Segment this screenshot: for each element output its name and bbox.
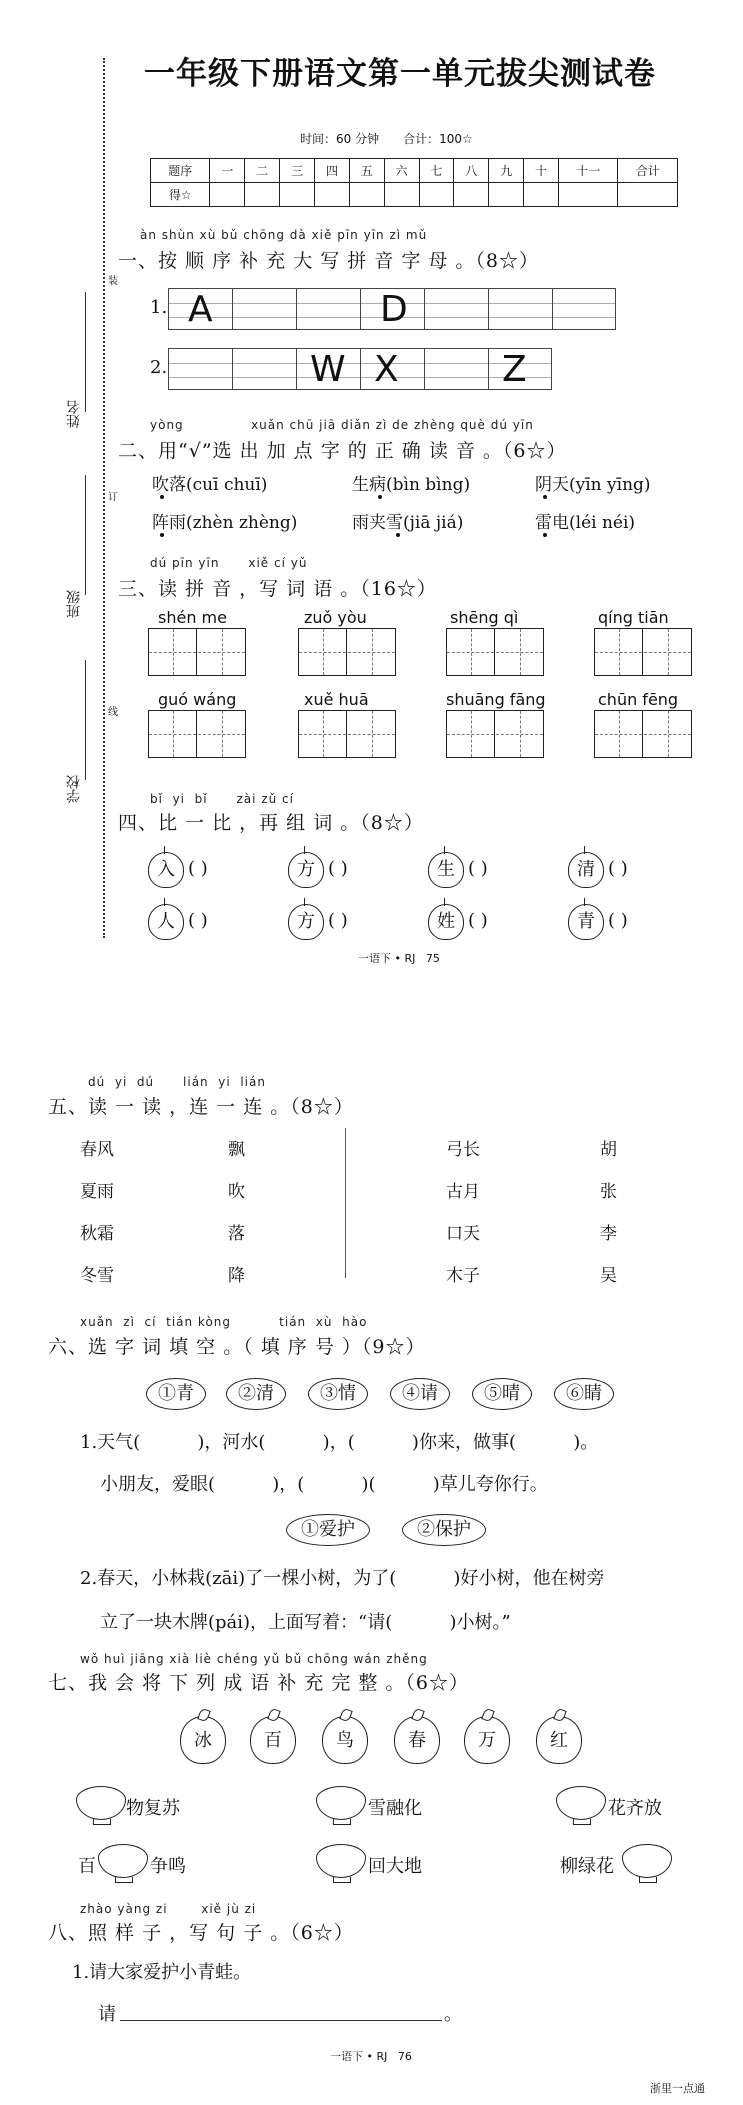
sec6-pinyin: xuǎn zì cí tián kòng tián xù hào [80,1315,368,1329]
sec2-pinyin: yòng xuǎn chū jiā diǎn zì de zhèng què dú yīn [150,418,534,432]
match-item[interactable]: 古月 [446,1182,480,1202]
idiom-6: 柳绿花 [560,1856,614,1877]
score-cell[interactable] [419,183,454,207]
score-cell[interactable] [210,183,245,207]
side-name-label: 姓名 [66,400,82,428]
side-xian-mark: 线 [108,707,118,718]
name-line [85,292,86,412]
write-box[interactable] [148,710,246,758]
answer-blank[interactable]: ( ) [468,858,488,879]
sec8-answer-prefix: 请 [98,2004,116,2025]
match-item[interactable]: 冬雪 [80,1266,114,1286]
option-baohu: ②保护 [402,1514,486,1546]
answer-blank[interactable]: ( ) [608,858,628,879]
write-box[interactable] [446,628,544,676]
sec2-title: 二、用“√”选 出 加 点 字 的 正 确 读 音 。（6☆） [118,440,567,462]
emphasis-dot [396,533,400,537]
class-line [85,475,86,595]
score-header-cell: 九 [489,159,524,183]
score-header-row [151,159,678,183]
write-box[interactable] [594,628,692,676]
sec8-pinyin: zhào yàng zi xiě jù zi [80,1902,257,1916]
sec2-item-2: 生病(bìn bìng) [352,475,471,495]
letter-z: Z [502,349,527,390]
match-item[interactable]: 秋霜 [80,1224,114,1244]
school-line [85,660,86,780]
score-input-row [151,183,678,207]
sec3-title: 三、读 拼 音 ，写 词 语 。（16☆） [118,578,437,600]
sec1-row2-label: 2. [150,357,168,378]
answer-bowl[interactable] [76,1786,126,1820]
write-box[interactable] [594,710,692,758]
score-header-cell: 六 [384,159,419,183]
match-item[interactable]: 夏雨 [80,1182,114,1202]
score-header-cell: 三 [280,159,315,183]
sec2-item-3: 阴天(yīn yīng) [535,475,651,495]
binding-line [103,58,105,938]
letter-w: W [310,349,346,390]
apple-char: 清 [568,852,604,888]
sec3-pinyin-1: shén me [158,608,227,627]
sec3-pinyin-8: chūn fēng [598,690,679,709]
option-4: ④请 [390,1378,450,1410]
sec6-line3[interactable]: 2.春天，小林栽(zāi)了一棵小树，为了( )好小树，他在树旁 [80,1568,605,1589]
score-header-cell: 题序 [151,159,210,183]
apple-char: 人 [148,904,184,940]
sec5-title: 五、读 一 读 ，连 一 连 。（8☆） [48,1096,354,1118]
sec6-line4[interactable]: 立了一块木牌(pái)，上面写着：“请( )小树。” [100,1612,511,1633]
answer-bowl[interactable] [556,1786,606,1820]
score-cell[interactable] [454,183,489,207]
sec4-pinyin: bǐ yi bǐ zài zǔ cí [150,792,294,806]
peach-char: 万 [464,1716,510,1764]
letter-x: X [374,349,399,390]
peach-char: 百 [250,1716,296,1764]
sec5-pinyin: dú yi dú lián yi lián [88,1075,266,1089]
score-table [150,158,678,207]
idiom-3: 花齐放 [608,1798,662,1819]
sec3-pinyin-5: guó wáng [158,690,237,709]
score-header-cell: 八 [454,159,489,183]
sec2-item-5: 雨夹雪(jiā jiá) [352,513,464,533]
score-cell[interactable] [315,183,350,207]
score-header-cell: 合计 [618,159,678,183]
write-box[interactable] [446,710,544,758]
sec2-item-4: 阵雨(zhèn zhèng) [152,513,298,533]
score-cell[interactable] [280,183,315,207]
emphasis-dot [378,495,382,499]
side-ding-mark: 订 [108,492,118,503]
answer-bowl[interactable] [316,1844,366,1878]
exam-meta [300,130,497,147]
option-5: ⑤晴 [472,1378,532,1410]
write-box[interactable] [298,710,396,758]
match-item[interactable]: 飘 [228,1140,245,1160]
sec4-title: 四、比 一 比 ，再 组 词 。（8☆） [118,812,424,834]
side-school-label: 学校 [66,775,82,803]
answer-bowl[interactable] [622,1844,672,1878]
page-footer-75: 一语下 • RJ 75 [358,952,440,965]
sec6-line2[interactable]: 小朋友，爱眼( )，( )( )草儿夸你行。 [100,1474,548,1495]
match-item[interactable]: 吴 [600,1266,617,1286]
answer-bowl[interactable] [316,1786,366,1820]
match-item[interactable]: 张 [600,1182,617,1202]
idiom-2: 雪融化 [368,1798,422,1819]
sec3-pinyin: dú pīn yīn xiě cí yǔ [150,556,308,570]
answer-blank[interactable]: ( ) [188,858,208,879]
apple-char: 姓 [428,904,464,940]
sec1-row1-label: 1. [150,297,168,318]
sec1-row1-grid [168,288,616,330]
answer-bowl[interactable] [98,1844,148,1878]
sec7-pinyin: wǒ huì jiāng xià liè chéng yǔ bǔ chōng wán zhěng [80,1652,428,1666]
sec8-example: 1.请大家爱护小青蛙。 [72,1962,252,1983]
score-header-cell: 四 [315,159,350,183]
sec6-title: 六、选 字 词 填 空 。（ 填 序 号 ）（9☆） [48,1336,426,1358]
option-3: ③情 [308,1378,368,1410]
score-header-cell: 五 [349,159,384,183]
score-cell[interactable] [349,183,384,207]
match-item[interactable]: 口天 [446,1224,480,1244]
sec1-row2-grid [168,348,552,390]
score-header-cell: 十一 [559,159,618,183]
match-item[interactable]: 降 [228,1266,245,1286]
emphasis-dot [160,533,164,537]
option-6: ⑥睛 [554,1378,614,1410]
answer-blank[interactable]: ( ) [328,858,348,879]
divider [345,1128,346,1278]
match-item[interactable]: 落 [228,1224,245,1244]
letter-d: D [380,289,408,330]
sec6-line1[interactable]: 1.天气( )，河水( )，( )你来，做事( )。 [80,1432,599,1453]
sec3-pinyin-4: qíng tiān [598,608,669,627]
score-row-label: 得☆ [151,183,210,207]
answer-blank[interactable]: ( ) [608,910,628,931]
apple-char: 方 [288,904,324,940]
score-cell[interactable] [245,183,280,207]
apple-char: 青 [568,904,604,940]
option-1: ①青 [146,1378,206,1410]
match-item[interactable]: 吹 [228,1182,245,1202]
peach-char: 红 [536,1716,582,1764]
answer-blank[interactable]: ( ) [328,910,348,931]
time-limit: 时间：60 分钟 [300,132,380,146]
sec1-title: 一、按 顺 序 补 充 大 写 拼 音 字 母 。（8☆） [118,250,540,272]
score-cell[interactable] [384,183,419,207]
match-item[interactable]: 春风 [80,1140,114,1160]
answer-blank[interactable]: ( ) [468,910,488,931]
apple-char: 生 [428,852,464,888]
apple-char: 入 [148,852,184,888]
sec3-pinyin-7: shuāng fāng [446,690,546,709]
sec8-title: 八、照 样 子 ，写 句 子 。（6☆） [48,1922,354,1944]
option-aihu: ①爱护 [286,1514,370,1546]
score-cell[interactable] [618,183,678,207]
write-box[interactable] [148,628,246,676]
emphasis-dot [543,533,547,537]
sec1-pinyin: àn shùn xù bǔ chōng dà xiě pīn yīn zì mǔ [140,228,428,242]
sec8-end: 。 [444,2004,462,2025]
score-header-cell: 一 [210,159,245,183]
answer-line[interactable] [120,2020,442,2021]
match-item[interactable]: 胡 [600,1140,617,1160]
sec3-pinyin-2: zuǒ yòu [304,608,367,627]
idiom-1: 物复苏 [126,1798,180,1819]
sec3-pinyin-3: shēng qì [450,608,519,627]
match-item[interactable]: 李 [600,1224,617,1244]
score-header-cell: 七 [419,159,454,183]
side-class-label: 班级 [66,590,82,618]
sec3-pinyin-6: xuě huā [304,690,369,709]
emphasis-dot [543,495,547,499]
total-score: 合计：100☆ [403,132,473,146]
write-box[interactable] [298,628,396,676]
idiom-5: 回大地 [368,1856,422,1877]
idiom-4-prefix: 百 [78,1856,96,1877]
score-header-cell: 十 [524,159,559,183]
score-cell[interactable] [524,183,559,207]
idiom-4-suffix: 争鸣 [150,1856,186,1877]
page-title: 一年级下册语文第一单元拔尖测试卷 [144,56,656,92]
match-item[interactable]: 弓长 [446,1140,480,1160]
emphasis-dot [160,495,164,499]
page-footer-76: 一语下 • RJ 76 [330,2050,412,2063]
score-header-cell: 二 [245,159,280,183]
score-cell[interactable] [559,183,618,207]
sec2-item-1: 吹落(cuī chuī) [152,475,268,495]
sec2-item-6: 雷电(léi néi) [535,513,636,533]
letter-a: A [188,289,213,330]
option-2: ②清 [226,1378,286,1410]
peach-char: 春 [394,1716,440,1764]
watermark: 浙里一点通 [650,2082,705,2095]
score-cell[interactable] [489,183,524,207]
side-seal-mark: 装 [108,276,118,287]
answer-blank[interactable]: ( ) [188,910,208,931]
peach-char: 鸟 [322,1716,368,1764]
peach-char: 冰 [180,1716,226,1764]
sec7-title: 七、我 会 将 下 列 成 语 补 充 完 整 。（6☆） [48,1672,470,1694]
apple-char: 方 [288,852,324,888]
match-item[interactable]: 木子 [446,1266,480,1286]
